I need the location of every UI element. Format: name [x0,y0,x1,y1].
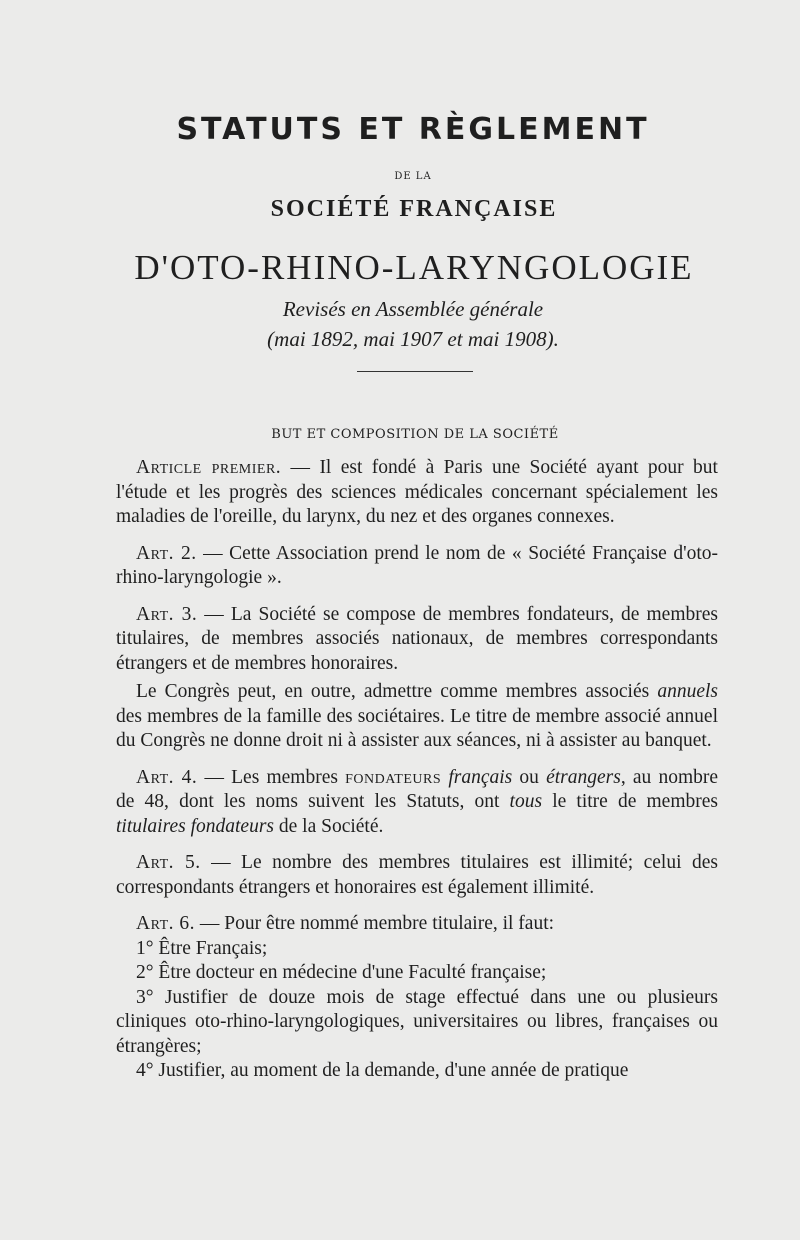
article-4-f: de la Société. [274,815,384,837]
article-6 [116,912,718,937]
article-3-text: — La Société se compose de membres fondateurs, de membres titulaires, de membres associés nationaux, de membres correspondants étrangers et de membres honoraires. [116,603,718,674]
article-6-text: — Pour être nommé membre titulaire, il faut: [195,913,555,934]
article-6-item: 3° Justifier de douze mois de stage effectué dans une ou plusieurs cliniques oto-rhino-laryngologiques, universitaires ou libres, françaises ou étrangères; [116,986,718,1057]
divider-rule [357,371,473,372]
article-3-p2-b: des membres de la famille des sociétaires. Le titre de membre associé annuel du Congrès ne donne droit ni à assister aux séances, ni à assister au banquet. [116,705,718,751]
article-3-p2-a: Le Congrès peut, en outre, admettre comme membres associés [136,681,658,702]
article-4-c: ou [512,766,547,788]
article-6-item: 4° Justifier, au moment de la demande, d'une année de pratique [136,1060,629,1081]
article-1-text: — Il est fondé à Paris une Société ayant pour but l'étude et les progrès des sciences médicales concernant spécialement les maladies de l'oreille, du larynx, du nez et des organes connexes. [116,457,718,527]
article-3 [116,603,718,677]
title-specialty: D'OTO-RHINO-LARYNGOLOGIE [134,248,694,287]
subtitle-revises: Revisés en Assemblée générale [282,297,544,321]
title-societe: SOCIÉTÉ FRANÇAISE [270,196,558,222]
section-heading: BUT ET COMPOSITION DE LA SOCIÉTÉ [271,427,559,442]
article-4-francais: français [448,766,513,788]
title-de-la: DE LA [394,171,432,182]
article-3-p2-italic: annuels [657,681,718,702]
subtitle-dates: (mai 1892, mai 1907 et mai 1908). [267,327,559,351]
article-4-label: Art. 4. [136,766,198,788]
article-6-label: Art. 6. [136,913,196,934]
article-6-item: 1° Être Français; [136,937,268,959]
title-statuts: STATUTS ET RÈGLEMENT [176,112,650,147]
article-4-fondateurs: fondateurs [345,766,442,788]
article-2-label: Art. 2. [136,542,197,564]
article-4-a: — Les membres [197,766,346,788]
article-4-titulaires-fondateurs: titulaires fondateurs [116,815,274,837]
article-4 [116,766,718,840]
article-1 [116,456,718,530]
article-5-label: Art. 5. [136,852,201,873]
article-4-tous: tous [509,791,543,812]
article-5 [116,851,718,900]
article-2 [116,542,718,591]
article-2-text: — Cette Association prend le nom de « Société Française d'oto-rhino-laryngologie ». [116,542,718,588]
statutes-body [116,456,718,1084]
article-1-label: Article premier. [136,457,282,478]
article-4-etrangers: étrangers [546,766,621,788]
article-3-paragraph-2 [116,680,718,754]
article-4-d: , au nombre de 48, dont les noms suivent les Statuts, ont [116,766,719,812]
article-5-text: — Le nombre des membres titulaires est illimité; celui des correspondants étrangers et honoraires est également illimité. [116,852,718,898]
article-6-item: 2° Être docteur en médecine d'une Faculté française; [136,962,547,983]
article-4-e: le titre de membres [542,791,718,812]
article-3-label: Art. 3. [136,603,198,625]
